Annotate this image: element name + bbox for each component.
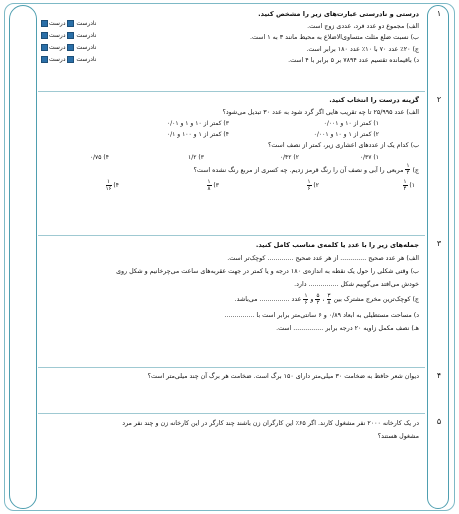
option[interactable]: ۴) ۰/۷۵ xyxy=(89,153,109,161)
question-title: درستی و نادرستی عبارت‌های زیر را مشخص کنید. xyxy=(258,10,419,18)
exam-page xyxy=(4,3,455,511)
fill-item: خودش می‌افتد می‌گوییم شکل ............... دارد. xyxy=(294,281,419,288)
question-number: ۵ xyxy=(436,417,442,426)
question-title: جمله‌های زیر را با عدد یا کلمه‌ی مناسب کامل کنید. xyxy=(255,241,419,249)
right-number-rail xyxy=(427,5,449,509)
option[interactable]: ۱) کمتر از ۱۰ و ۰/۰۰۱ xyxy=(323,120,379,127)
question-text: در یک کارخانه ۲۰۰۰ نفر مشغول کارند. اگر ۶۵٪ این کارگران زن باشند چند کارگر در این کارخانه زن و چند نفر مرد xyxy=(122,420,419,427)
tf-item: د) باقیمانده تقسیم عدد ۷۸۹۴ بر ۵ برابر با ۴ است. xyxy=(288,57,419,64)
checkbox[interactable] xyxy=(67,20,74,27)
option[interactable]: ۳) $\frac{۱}{۸}$ xyxy=(207,178,219,192)
question-number: ۲ xyxy=(436,95,442,104)
option[interactable]: ۲) $\frac{۱}{۶}$ xyxy=(307,178,319,192)
checkbox[interactable] xyxy=(41,20,48,27)
tf-choice: نادرست درست xyxy=(40,20,96,27)
option[interactable]: ۲) ۰/۴۲ xyxy=(279,153,299,161)
tf-choice: نادرست درست xyxy=(40,44,96,51)
options xyxy=(42,129,419,140)
options xyxy=(42,152,419,163)
checkbox[interactable] xyxy=(41,32,48,39)
option[interactable]: ۱) $\frac{۱}{۴}$ xyxy=(403,178,415,192)
question-text: دیوان شعر حافظ به ضخامت ۳۰ میلی‌متر دارای ۱۵۰ برگ است. ضخامت هر برگ آن چند میلی‌متر است؟ xyxy=(147,373,419,380)
tf-item: ب) نسبت ضلع مثلث متساوی‌الاضلاع به محیط مانند ۳ به ۱ است. xyxy=(250,34,419,41)
options xyxy=(42,179,419,197)
question-5 xyxy=(38,413,442,503)
tf-choice: نادرست درست xyxy=(40,56,96,63)
question-number: ۳ xyxy=(436,239,442,248)
fill-item: الف) هر عدد صحیح ............. از هر عدد صحیح ............. کوچک‌تر است. xyxy=(227,255,419,262)
option[interactable]: ۴) کمتر از ۱ و ۱۰۰ و ۰/۱ xyxy=(166,131,229,138)
checkbox[interactable] xyxy=(67,32,74,39)
option[interactable]: ۳) ۱/۲ xyxy=(188,153,204,161)
question-text: الف) عدد ۲۵/۹۹۵ تا چه تقریب هایی اگر گرد شود به عدد ۳۰ تبدیل می‌شود؟ xyxy=(222,108,419,116)
question-2 xyxy=(38,91,442,236)
checkbox[interactable] xyxy=(41,44,48,51)
question-number: ۴ xyxy=(436,371,442,380)
question-number: ۱ xyxy=(436,9,442,18)
question-text: ج) $\frac{۱}{۴}$ مربعی را آبی و نصف آن را رنگ قرمز زدیم. چه کسری از مربع رنگ نشده است؟ xyxy=(193,163,419,176)
left-margin-rail xyxy=(9,5,37,509)
tf-item: الف) مجموع دو عدد فرد، عددی زوج است. xyxy=(307,22,419,30)
option[interactable]: ۲) کمتر از ۱ و ۱۰ و ۰/۰۰۱ xyxy=(313,131,379,138)
options xyxy=(42,118,419,129)
fill-item: ج) کوچک‌ترین مخرج مشترک بین $\frac{۳}{۸}$ ، $\frac{۵}{۲}$ و $\frac{۱}{۶}$ عدد ............... می‌باشد. xyxy=(234,292,419,306)
tf-item: ج) ۲۰٪ عدد ۷۰ با ۱۰٪ عدد ۱۸۰ برابر است. xyxy=(306,45,419,53)
fraction: $\frac{۱}{۴}$ xyxy=(406,163,410,176)
option[interactable]: ۱) ۰/۳۷ xyxy=(359,153,379,161)
fill-item: د) مساحت مستطیلی به ابعاد ۰/۸۹ و ۶ سانتی‌متر برابر است با ............... xyxy=(224,312,419,319)
question-title: گزینه درست را انتخاب کنید. xyxy=(329,96,419,104)
option[interactable]: ۳) کمتر از ۱۰ و ۱ و ۰/۰۱ xyxy=(166,120,229,127)
question-4 xyxy=(38,367,442,414)
fill-item: ب) وقتی شکلی را حول یک نقطه به اندازه‌ی ۱۸۰ درجه و یا کمتر در جهت عقربه‌های ساعت می‌چرخانیم و شکل روی xyxy=(116,268,419,275)
question-text: ب) کدام یک از عددهای اعشاری زیر، کمتر از نصف است؟ xyxy=(268,142,419,149)
option[interactable]: ۴) $\frac{۱}{۱۶}$ xyxy=(105,178,119,192)
checkbox[interactable] xyxy=(41,56,48,63)
fill-item: هـ) نصف مکمل زاویه ۲۰ درجه برابر ............... است. xyxy=(276,325,419,332)
checkbox[interactable] xyxy=(67,44,74,51)
tf-choice: نادرست درست xyxy=(40,32,96,39)
question-3 xyxy=(38,235,442,368)
question-1 xyxy=(38,5,442,92)
question-text: مشغول هستند؟ xyxy=(377,433,419,440)
checkbox[interactable] xyxy=(67,56,74,63)
